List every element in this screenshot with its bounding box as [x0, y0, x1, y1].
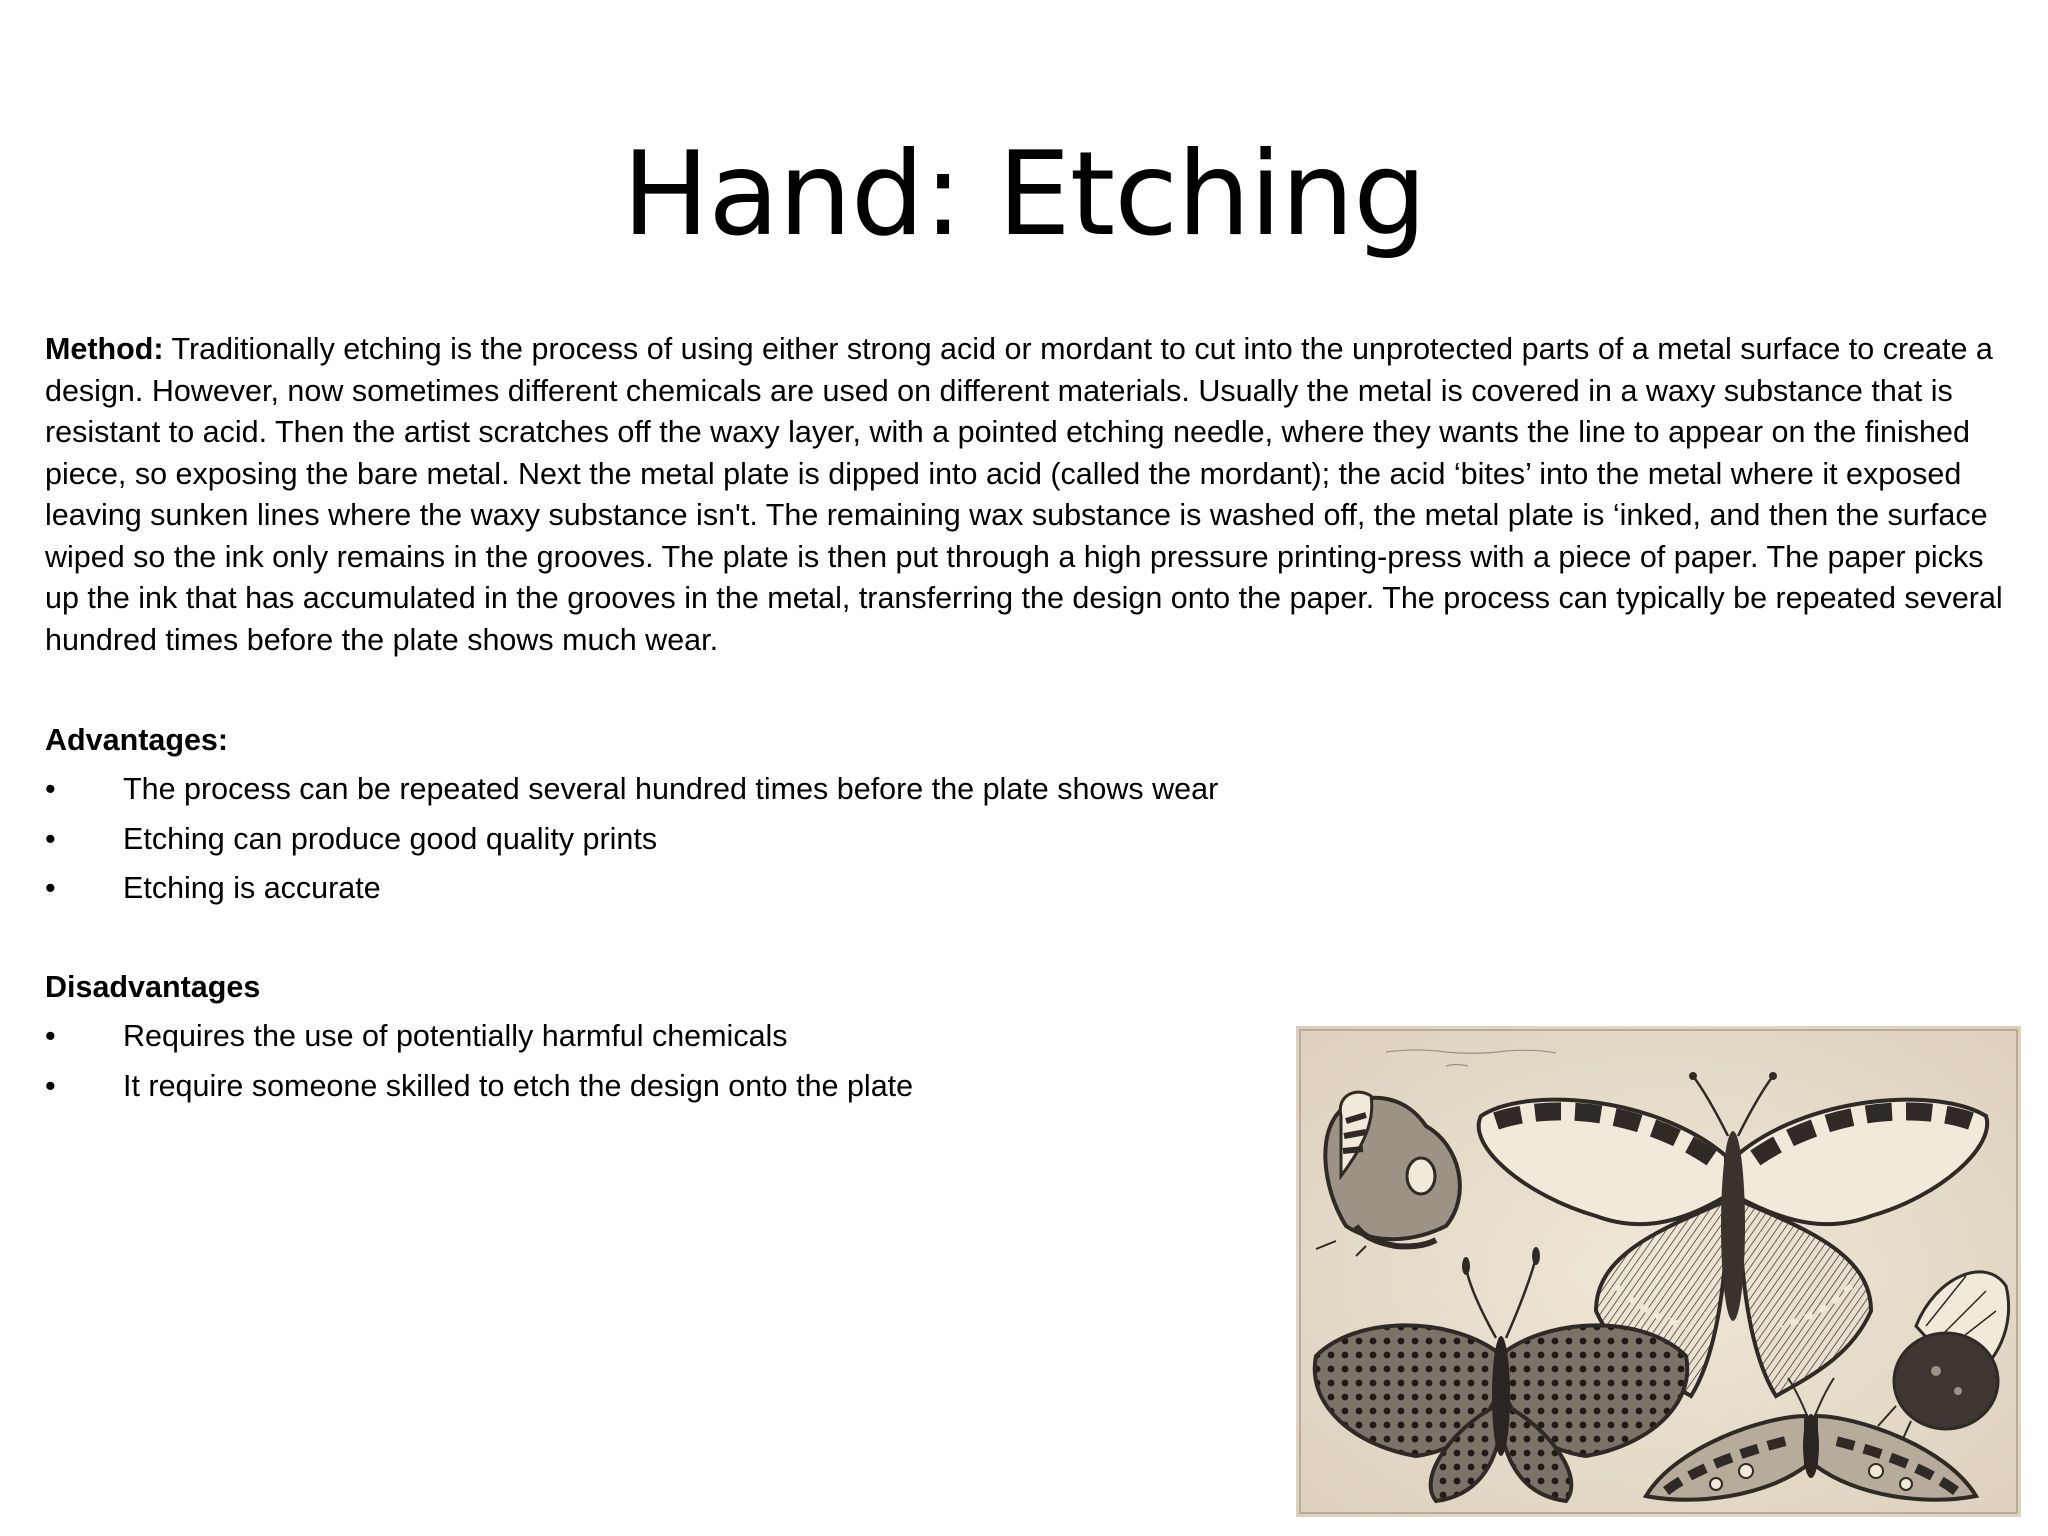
bullet: • — [45, 772, 56, 806]
list-item — [45, 1012, 913, 1062]
list-item — [45, 765, 1218, 815]
bullet: • — [45, 821, 56, 856]
advantage-text: Etching can produce good quality prints — [123, 821, 658, 856]
method-text: Traditionally etching is the process of using either strong acid or mordant to cut into the unprotected parts of a metal surface to create a design. However, now sometimes different chemicals are used on different materials. Usually the metal is covered in a waxy substance that is resistant to acid. Then the artist scratches off the waxy layer, with a pointed etching needle, where they wants the line to appear on the finished piece, so exposing the bare metal. Next the metal plate is dipped into acid (called the mordant); the acid ‘bites’ into the metal where it exposed leaving sunken lines where the waxy substance isn't. The remaining wax substance is washed off, the metal plate is ‘inked, and then the surface wiped so the ink only remains in the grooves. The plate is then put through a high pressure printing-press with a piece of paper. The paper picks up the ink that has accumulated in the grooves in the metal, transferring the design onto the paper. The process can typically be repeated several hundred times before the plate shows much wear. — [45, 332, 2003, 657]
advantages-heading: Advantages: — [45, 723, 229, 757]
list-item — [45, 864, 1218, 914]
advantage-text: The process can be repeated several hundred times before the plate shows wear — [123, 772, 1219, 806]
list-item — [45, 1062, 913, 1112]
bullet: • — [45, 1019, 56, 1053]
list-item — [45, 815, 1218, 865]
method-label: Method: — [45, 332, 164, 366]
advantages-list — [45, 765, 1218, 914]
disadvantages-heading: Disadvantages — [45, 970, 261, 1004]
advantage-text: Etching is accurate — [123, 871, 381, 905]
bullet: • — [45, 1068, 56, 1103]
method-paragraph — [45, 329, 2020, 661]
disadvantage-text: It require someone skilled to etch the design onto the plate — [123, 1068, 914, 1103]
disadvantage-text: Requires the use of potentially harmful chemicals — [123, 1019, 788, 1053]
butterfly-etching-image — [1296, 1026, 2021, 1517]
slide-title: Hand: Etching — [622, 127, 1426, 262]
disadvantages-list — [45, 1012, 913, 1111]
bullet: • — [45, 871, 56, 905]
